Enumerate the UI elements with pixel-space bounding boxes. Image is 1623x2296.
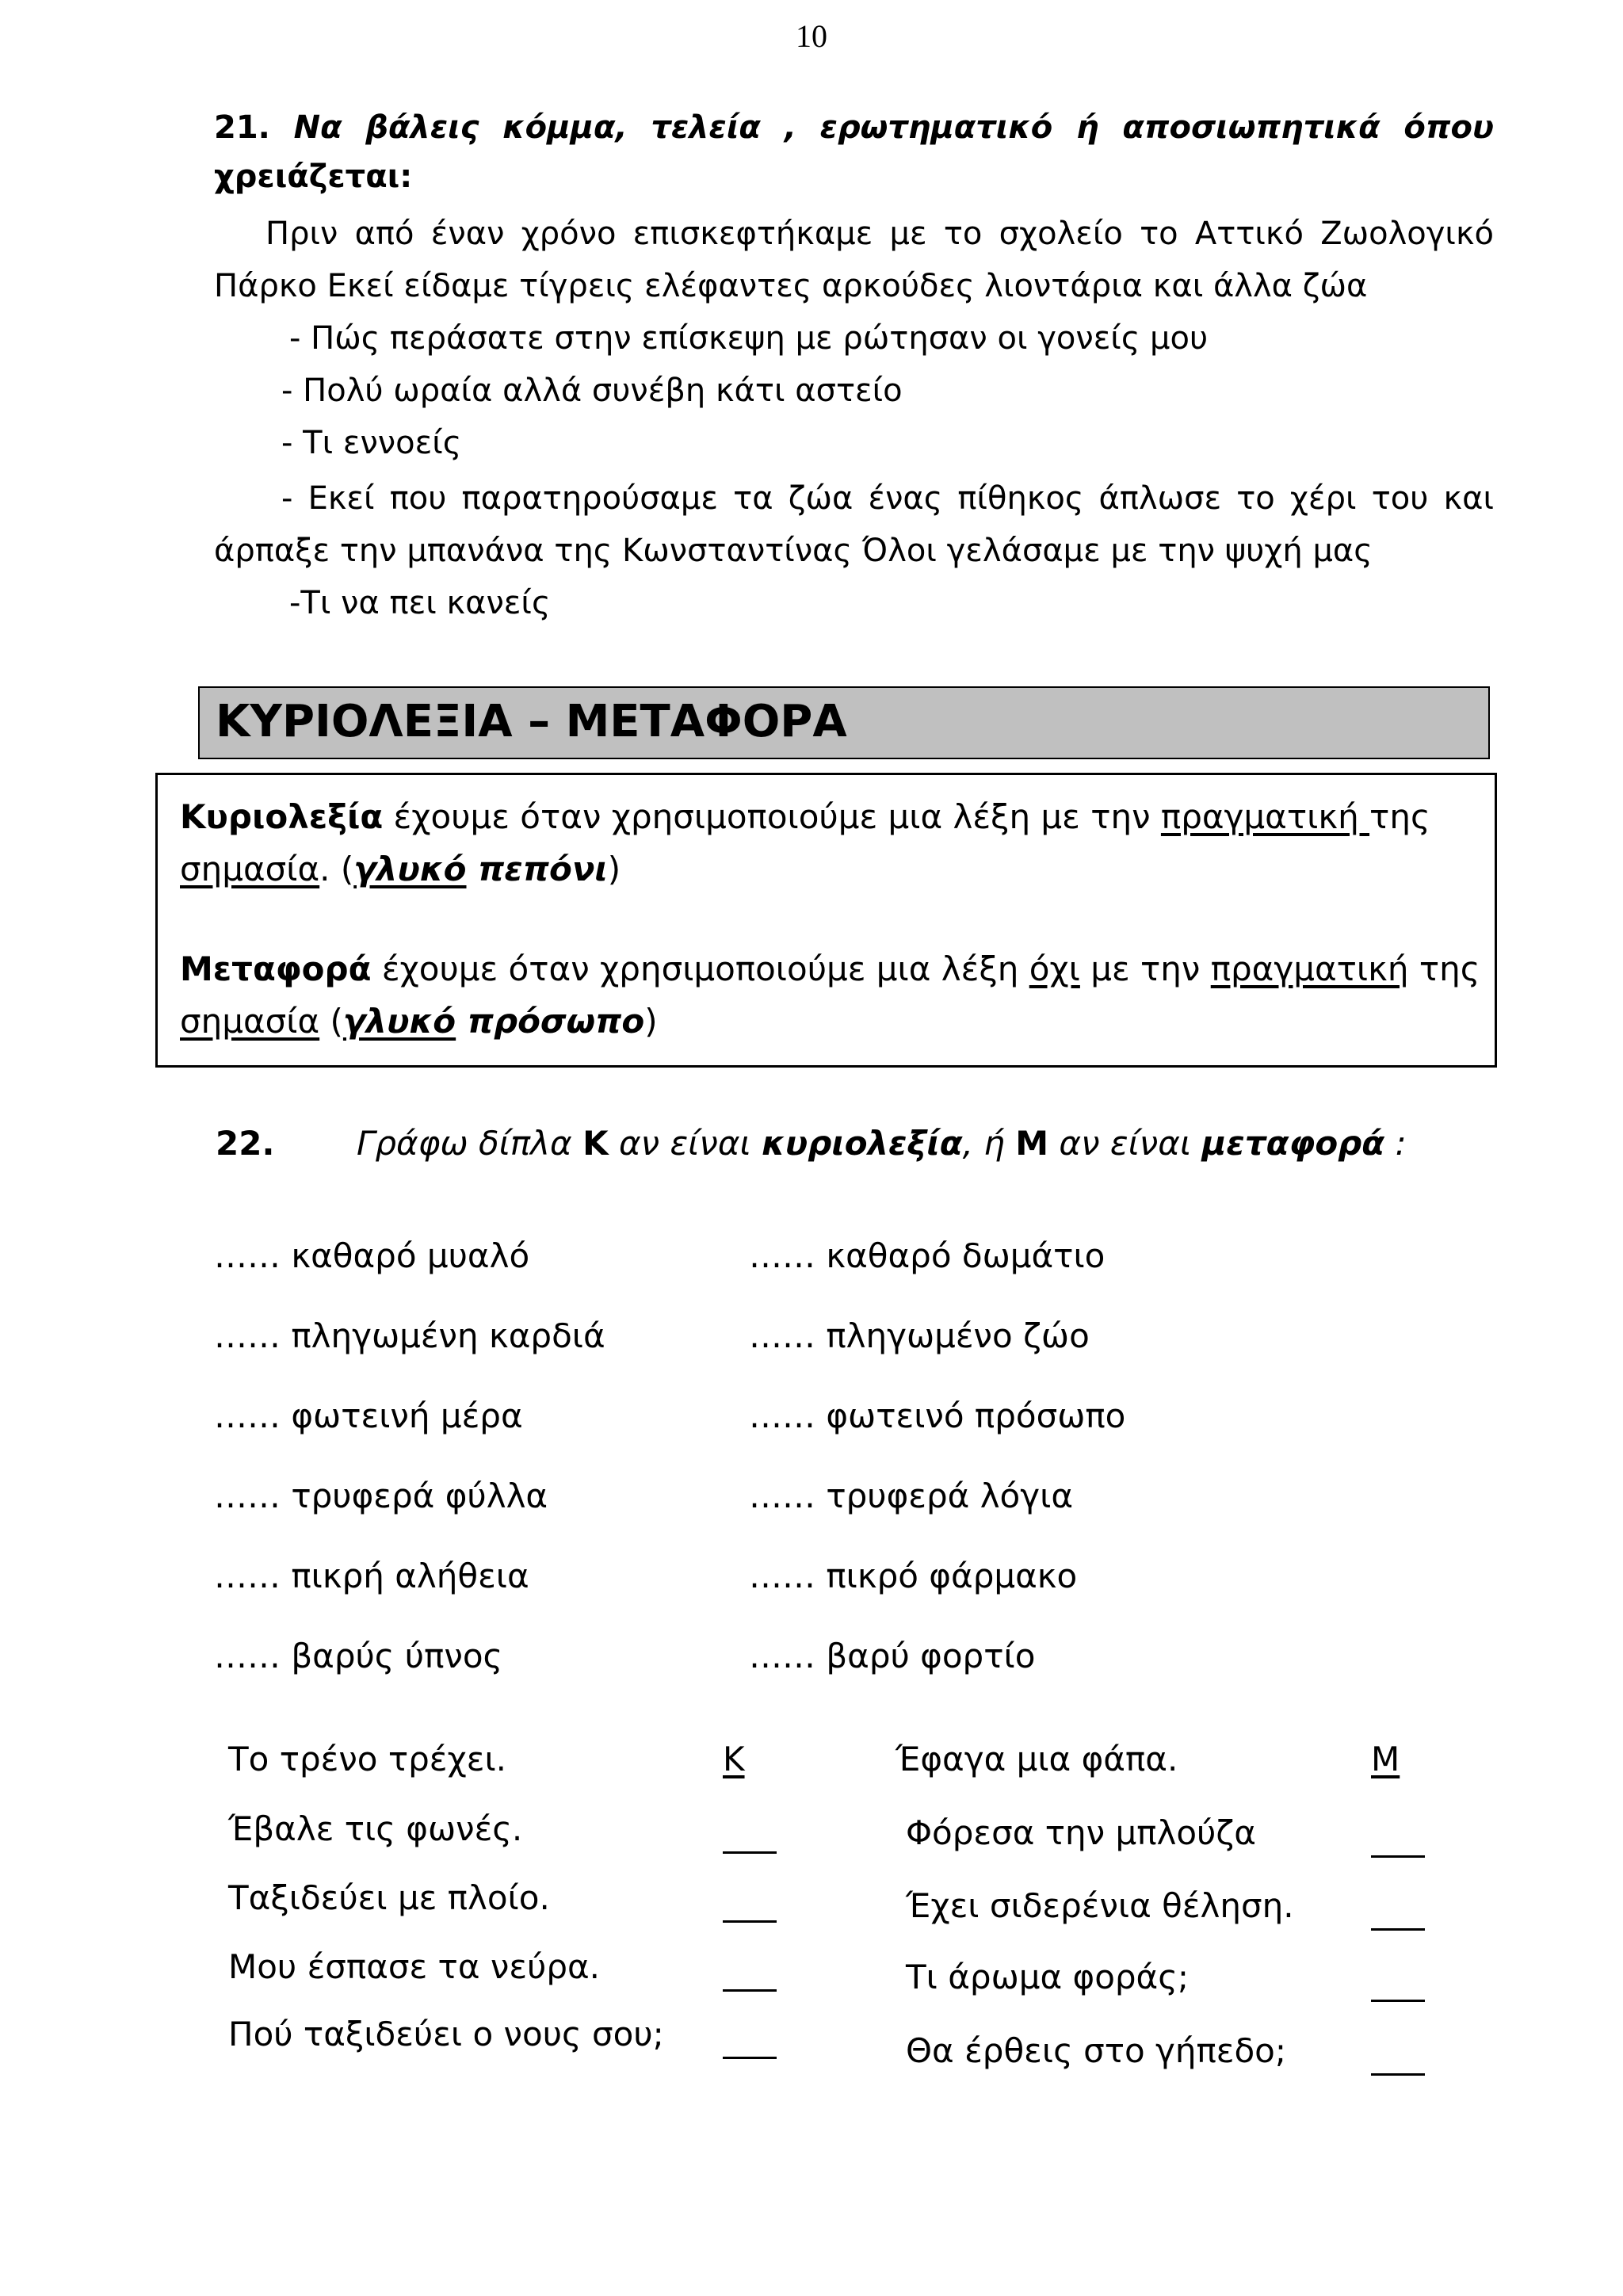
phrase-item: …… πληγωμένη καρδιά (214, 1316, 605, 1355)
phrase-item: …… πικρή αλήθεια (214, 1557, 529, 1595)
answer-field[interactable] (1371, 1958, 1425, 2002)
phrase-item: …… βαρύ φορτίο (749, 1637, 1036, 1675)
sentence-item: Θα έρθεις στο γήπεδο; (906, 2031, 1287, 2070)
exercise-21-line: άρπαξε την μπανάνα της Κωνσταντίνας Όλοι γελάσαμε με την ψυχή μας (214, 533, 1373, 569)
sentence-item: Φόρεσα την μπλούζα (906, 1813, 1256, 1852)
answer-field[interactable] (723, 1947, 777, 1992)
sentence-item: Τι άρωμα φοράς; (906, 1958, 1190, 1996)
exercise-22-instruction: Γράφω δίπλα Κ αν είναι κυριολεξία, ή Μ αν είναι μεταφορά : (357, 1124, 1407, 1163)
phrase-item: …… καθαρό δωμάτιο (749, 1236, 1106, 1275)
answer-field[interactable] (723, 1809, 777, 1854)
answer-field[interactable] (723, 1878, 777, 1923)
phrase-item: …… τρυφερά φύλλα (214, 1477, 548, 1515)
answer-field[interactable] (723, 2015, 777, 2059)
answer-field[interactable] (1371, 1886, 1425, 1931)
metaphor-example-word: γλυκό (342, 1002, 456, 1041)
exercise-21-line: -Τι να πει κανείς (289, 585, 551, 621)
exercise-21-line: Πριν από έναν χρόνο επισκεφτήκαμε με το σχολείο το Αττικό Ζωολογικό (265, 216, 1494, 252)
phrase-item: …… καθαρό μυαλό (214, 1236, 530, 1275)
sentence-item: Πού ταξιδεύει ο νους σου; (228, 2015, 664, 2053)
definitions-box (155, 773, 1497, 1068)
sentence-item: Το τρένο τρέχει. (228, 1740, 507, 1778)
literal-definition-line-2: σημασία. (γλυκό πεπόνι) (180, 850, 621, 888)
phrase-item: …… τρυφερά λόγια (749, 1477, 1074, 1515)
exercise-21-line: - Εκεί που παρατηρούσαμε τα ζώα ένας πίθηκος άπλωσε το χέρι του και (281, 480, 1494, 517)
exercise-21-instruction (214, 103, 1494, 152)
literal-term: Κυριολεξία (180, 797, 384, 836)
exercise-21-number: 21. (214, 109, 270, 146)
exercise-21-line: - Πώς περάσατε στην επίσκεψη με ρώτησαν οι γονείς μου (289, 320, 1209, 357)
section-title: ΚΥΡΙΟΛΕΞΙΑ – ΜΕΤΑΦΟΡΑ (216, 696, 847, 747)
exercise-22-number: 22. (216, 1124, 275, 1163)
exercise-21-instruction-text: Να βάλεις κόμμα, τελεία , ερωτηματικό ή αποσιωπητικά όπου (293, 109, 1495, 146)
literal-example-word: γλυκό (353, 850, 467, 888)
sentence-item: Έφαγα μια φάπα. (896, 1740, 1178, 1778)
page-number: 10 (796, 18, 827, 54)
section-heading-box (198, 686, 1490, 759)
exercise-21-instruction-cont: χρειάζεται: (214, 159, 413, 195)
phrase-item: …… φωτεινό πρόσωπο (749, 1396, 1126, 1435)
answer-field[interactable] (1371, 1813, 1425, 1858)
phrase-item: …… φωτεινή μέρα (214, 1396, 523, 1435)
sentence-item: Έχει σιδερένια θέληση. (906, 1886, 1294, 1925)
exercise-21-line: - Πολύ ωραία αλλά συνέβη κάτι αστείο (281, 372, 903, 409)
literal-definition-line-1: Κυριολεξία έχουμε όταν χρησιμοποιούμε μια λέξη με την πραγματική της (180, 797, 1430, 836)
answer-field[interactable]: Κ (723, 1740, 745, 1778)
sentence-item: Έβαλε τις φωνές. (228, 1809, 523, 1848)
metaphor-term: Μεταφορά (180, 949, 372, 988)
metaphor-definition-line-2: σημασία (γλυκό πρόσωπο) (180, 1002, 658, 1041)
answer-field[interactable] (1371, 2031, 1425, 2076)
answer-field[interactable]: Μ (1371, 1740, 1400, 1778)
exercise-21-line: - Τι εννοείς (281, 425, 462, 461)
metaphor-definition-line-1: Μεταφορά έχουμε όταν χρησιμοποιούμε μια λέξη όχι με την πραγματική της (180, 949, 1480, 988)
exercise-21-line: Πάρκο Εκεί είδαμε τίγρεις ελέφαντες αρκούδες λιοντάρια και άλλα ζώα (214, 268, 1368, 304)
sentence-item: Μου έσπασε τα νεύρα. (228, 1947, 601, 1986)
phrase-item: …… πικρό φάρμακο (749, 1557, 1078, 1595)
phrase-item: …… πληγωμένο ζώο (749, 1316, 1090, 1355)
phrase-item: …… βαρύς ύπνος (214, 1637, 503, 1675)
sentence-item: Ταξιδεύει με πλοίο. (228, 1878, 550, 1917)
